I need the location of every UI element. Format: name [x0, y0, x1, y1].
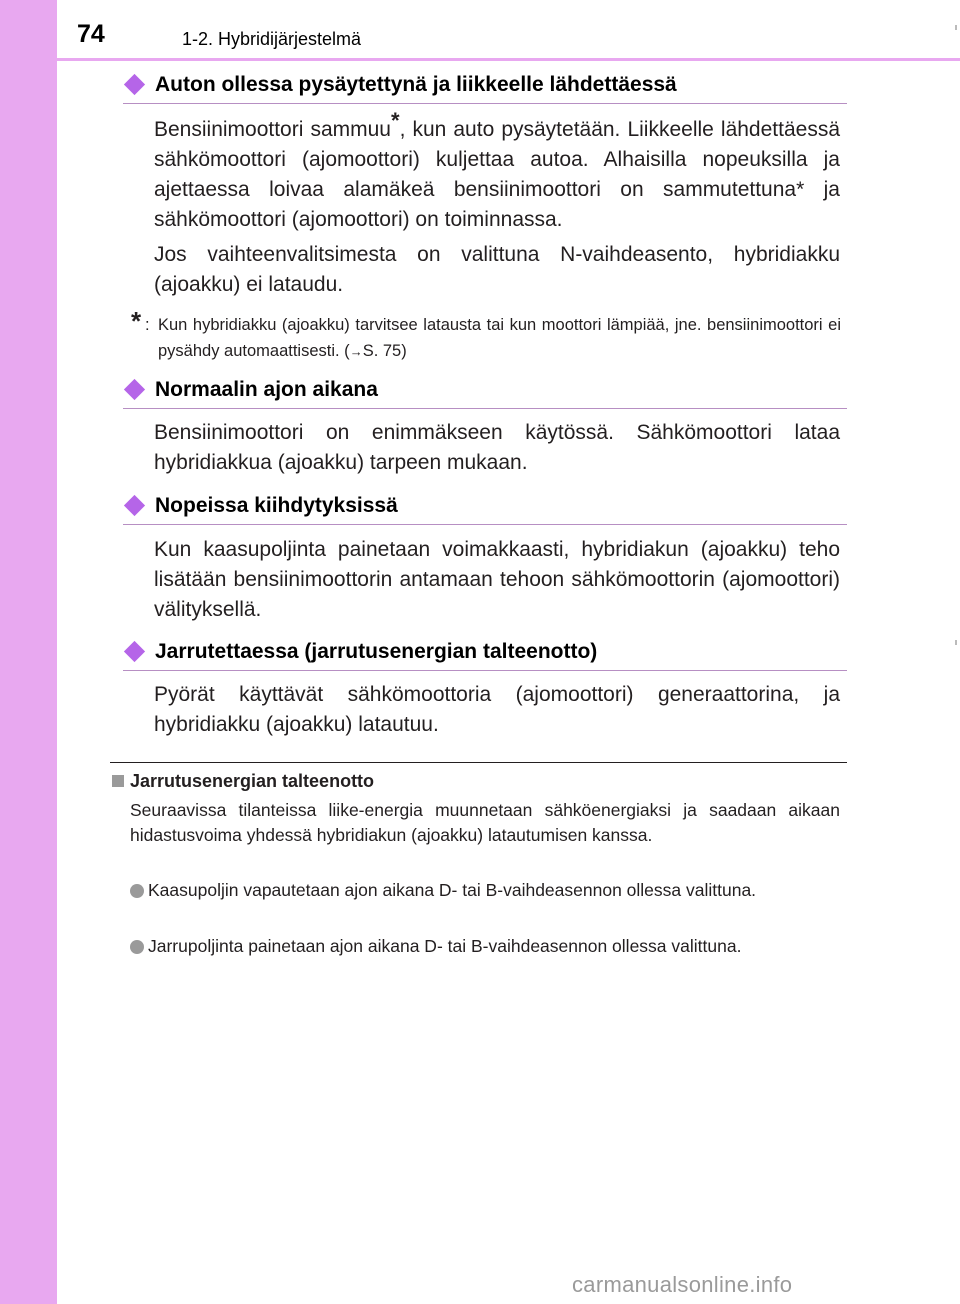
- paragraph-text: , kun auto pysäytetään. Liikkeelle lähdettäessä sähkömoottori (ajomoottori) kuljettaa autoa. Alhaisilla nopeuksilla ja ajettaessa loivaa alamäkeä bensiinimoottori on sammutettuna* ja sähkömoottori (ajomoottori) on toiminnassa.: [154, 118, 840, 231]
- footnote-body: Kun hybridiakku (ajoakku) tarvitsee latausta tai kun moottori lämpiää, jne. bensiinimoottori ei pysähdy automaattisesti. (: [158, 316, 841, 360]
- section-title: Jarrutettaessa (jarrutusenergian talteenotto): [155, 640, 598, 663]
- section-paragraph: Kun kaasupoljinta painetaan voimakkaasti, hybridiakun (ajoakku) teho lisätään bensiinimoottorin antamaan tehoon sähkömoottorin (ajomoottori) välityksellä.: [154, 538, 840, 621]
- crop-mark: [955, 25, 957, 30]
- info-heading: [112, 771, 374, 792]
- header-rule: [57, 58, 960, 61]
- info-heading-text: Jarrutusenergian talteenotto: [130, 771, 375, 791]
- page-number: 74: [77, 20, 105, 48]
- paragraph-text: Bensiinimoottori sammuu: [154, 118, 391, 141]
- header-band: [0, 0, 960, 60]
- section-title: Normaalin ajon aikana: [155, 378, 378, 401]
- diamond-icon: [124, 379, 145, 400]
- section-paragraph: Jos vaihteenvalitsimesta on valittuna N-vaihdeasento, hybridiakku (ajoakku) ei lataudu.: [154, 243, 840, 296]
- info-paragraph: Seuraavissa tilanteissa liike-energia muunnetaan sähköenergiaksi ja saadaan aikaan hidastusvoima yhdessä hybridiakun (ajoakku) latautumisen kanssa.: [130, 800, 840, 845]
- section-heading: [123, 73, 847, 104]
- section-paragraph: [154, 108, 840, 235]
- crop-mark: [955, 640, 957, 645]
- asterisk-mark: *: [391, 108, 400, 133]
- diamond-icon: [124, 495, 145, 516]
- section-heading: [123, 494, 847, 525]
- footnote-asterisk: *: [131, 306, 142, 336]
- diamond-icon: [124, 74, 145, 95]
- square-bullet-icon: [112, 775, 124, 787]
- arrow-right-icon: →: [349, 344, 363, 359]
- watermark: carmanualsonline.info: [572, 1272, 793, 1297]
- footnote-text: [158, 312, 841, 365]
- section-paragraph: Bensiinimoottori on enimmäkseen käytössä. Sähkömoottori lataa hybridiakkua (ajoakku) tarpeen mukaan.: [154, 421, 840, 474]
- page-side-band: [0, 0, 57, 1304]
- section-heading: [123, 378, 847, 409]
- circle-bullet-icon: [130, 884, 144, 898]
- chapter-title: 1-2. Hybridijärjestelmä: [182, 29, 362, 49]
- footnote-colon: :: [145, 316, 150, 334]
- circle-bullet-icon: [130, 940, 144, 954]
- diamond-icon: [124, 641, 145, 662]
- list-item-text: Kaasupoljin vapautetaan ajon aikana D- tai B-vaihdeasennon ollessa valittuna.: [148, 880, 757, 900]
- list-item-text: Jarrupoljinta painetaan ajon aikana D- tai B-vaihdeasennon ollessa valittuna.: [148, 936, 742, 956]
- divider: [110, 762, 847, 763]
- section-paragraph: Pyörät käyttävät sähkömoottoria (ajomoottori) generaattorina, ja hybridiakku (ajoakku) latautuu.: [154, 683, 840, 736]
- section-heading: [123, 640, 847, 671]
- section-title: Auton ollessa pysäytettynä ja liikkeelle lähdettäessä: [155, 73, 677, 96]
- page-reference-link[interactable]: S. 75): [362, 342, 407, 360]
- section-title: Nopeissa kiihdytyksissä: [155, 494, 398, 517]
